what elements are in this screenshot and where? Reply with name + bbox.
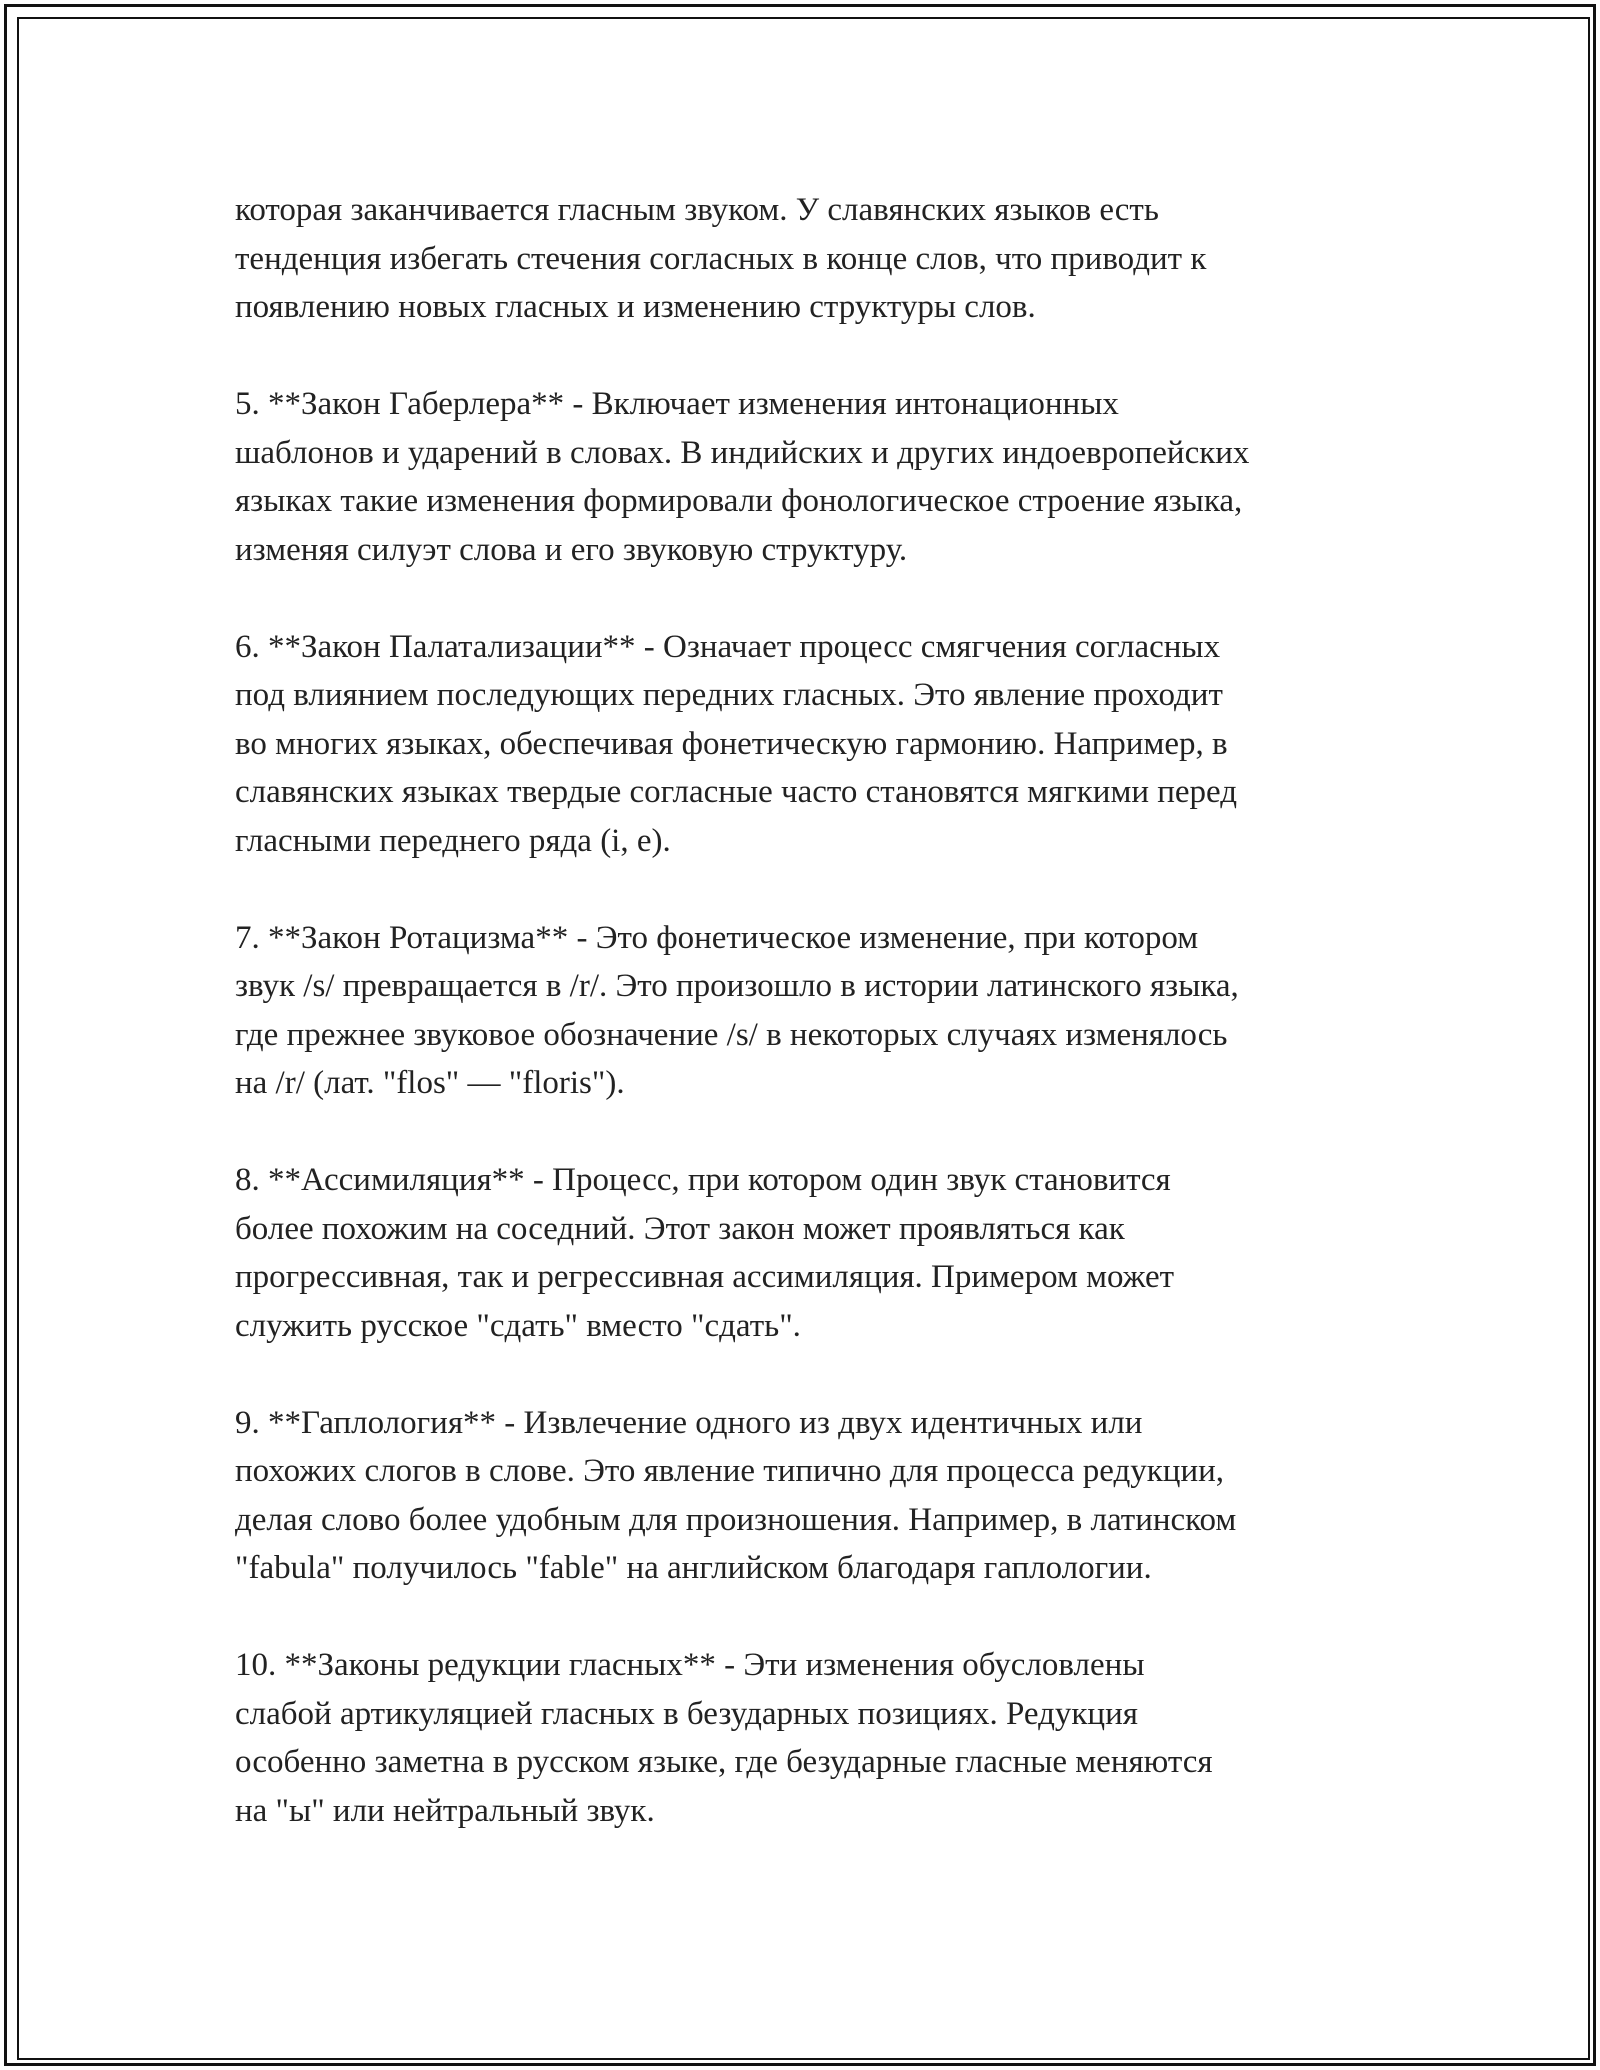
paragraph-item-7: 7. **Закон Ротацизма** - Это фонетическое изменение, при котором звук /s/ превращается в /r/. Это произошло в истории латинского языка, где прежнее звуковое обозначение /s/ в некоторых случаях изменялось на /r/ (лат. "flos" — "floris"). — [235, 919, 1239, 1101]
paragraph-item-5: 5. **Закон Габерлера** - Включает изменения интонационных шаблонов и ударений в словах. В индийских и других индоевропейских языках такие изменения формировали фонологическое строение языка, изменяя силуэт слова и его звуковую структуру. — [235, 386, 1250, 568]
paragraph-item-10: 10. **Законы редукции гласных** - Эти изменения обусловлены слабой артикуляцией гласных в безударных позициях. Редукция особенно заметна в русском языке, где безударные гласные меняются на "ы" или нейтральный звук. — [235, 1647, 1213, 1829]
paragraph-item-8: 8. **Ассимиляция** - Процесс, при котором один звук становится более похожим на соседний. Этот закон может проявляться как прогрессивная, так и регрессивная ассимиляция. Примером может служить русское "сдать" вместо "сдать". — [235, 1162, 1175, 1344]
paragraph-item-6: 6. **Закон Палатализации** - Означает процесс смягчения согласных под влиянием последующих передних гласных. Это явление проходит во многих языках, обеспечивая фонетическую гармонию. Например, в славянских языках твердые согласные часто становятся мягкими перед гласными переднего ряда (i, e). — [235, 628, 1238, 859]
paragraph-continuation: которая заканчивается гласным звуком. У славянских языков есть тенденция избегать стечения согласных в конце слов, что приводит к появлению новых гласных и изменению структуры слов. — [235, 192, 1207, 325]
document-body — [235, 186, 1395, 1884]
paragraph-item-9: 9. **Гаплология** - Извлечение одного из двух идентичных или похожих слогов в слове. Это явление типично для процесса редукции, делая слово более удобным для произношения. Например, в латинском "fabula" получилось "fable" на английском благодаря гаплологии. — [235, 1404, 1237, 1586]
